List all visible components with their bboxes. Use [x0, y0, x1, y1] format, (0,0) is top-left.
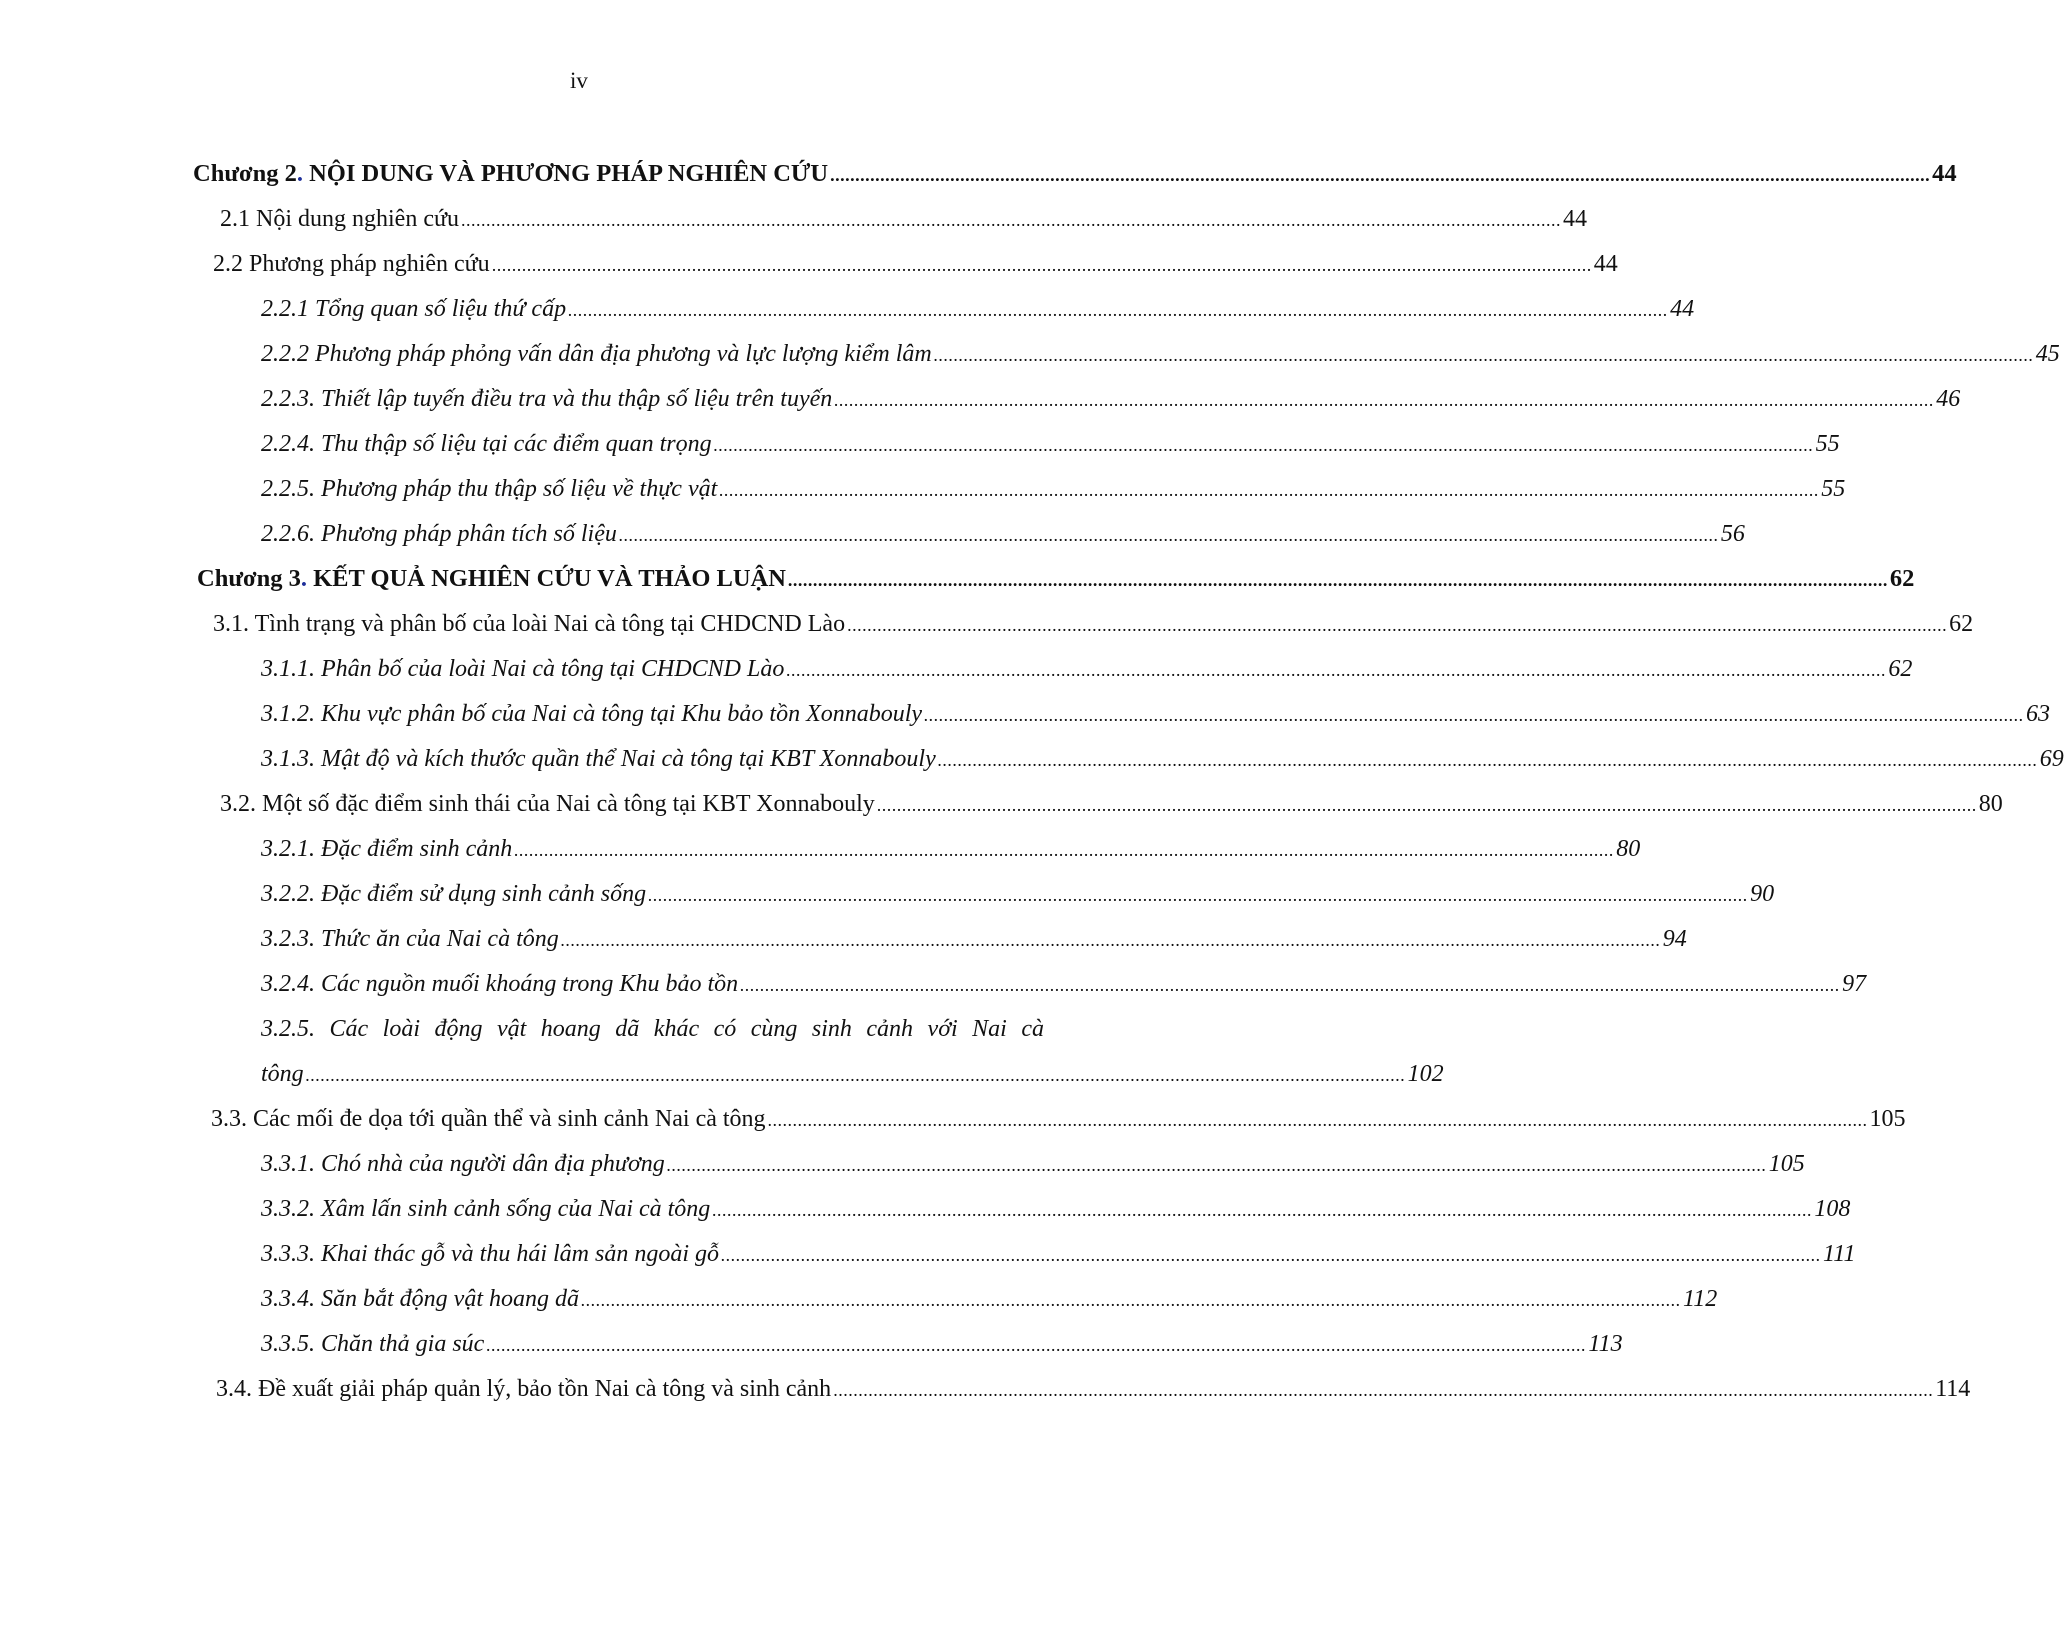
toc-entry-3-1-1[interactable] [261, 652, 1913, 686]
toc-page-number: 62 [1889, 565, 1915, 592]
toc-page-number: 102 [1407, 1061, 1444, 1087]
dot-leader: ............................................................................................................................................................................................................................ [740, 975, 1841, 995]
toc-entry-chapter-3[interactable] [197, 562, 1915, 596]
toc-entry-title: 3.4. Đề xuất giải pháp quản lý, bảo tồn Nai cà tông và sinh cảnh [216, 1376, 832, 1402]
dot-leader: ............................................................................................................................................................................................................................ [876, 795, 1977, 815]
toc-entry-3-3-3[interactable] [261, 1237, 1856, 1271]
toc-entry-title: 2.1 Nội dung nghiên cứu [220, 206, 459, 232]
dot-leader: ............................................................................................................................................................................................................................ [830, 165, 1931, 185]
toc-entry-2-2-4[interactable] [261, 427, 1840, 461]
dot-leader: ............................................................................................................................................................................................................................ [460, 210, 1561, 230]
dot-leader: ............................................................................................................................................................................................................................ [713, 435, 1814, 455]
toc-page-number: 113 [1588, 1331, 1623, 1357]
page-number: iv [570, 68, 588, 93]
toc-page-number: 105 [1869, 1106, 1906, 1132]
toc-entry-title: 3.1. Tình trạng và phân bố của loài Nai cà tông tại CHDCND Lào [213, 611, 846, 637]
toc-entry-title: 3.2. Một số đặc điểm sinh thái của Nai cà tông tại KBT Xonnabouly [220, 791, 875, 817]
toc-entry-3-2-1[interactable] [261, 832, 1641, 866]
toc-entry-title: 3.3.2. Xâm lấn sinh cảnh sống của Nai cà tông [261, 1196, 711, 1222]
toc-entry-2-2-5[interactable] [261, 472, 1846, 506]
dot-leader: ............................................................................................................................................................................................................................ [833, 1380, 1934, 1400]
toc-entry-chapter-2[interactable] [193, 157, 1957, 191]
dot-leader: ............................................................................................................................................................................................................................ [721, 1245, 1821, 1265]
toc-entry-title: 3.2.3. Thức ăn của Nai cà tông [261, 926, 559, 952]
dot-leader: ............................................................................................................................................................................................................................ [924, 705, 2025, 725]
dot-leader: ............................................................................................................................................................................................................................ [767, 1110, 1868, 1130]
dot-leader: ............................................................................................................................................................................................................................ [618, 525, 1719, 545]
toc-entry-2-2[interactable] [213, 247, 1618, 281]
toc-page-number: 105 [1768, 1151, 1805, 1177]
dot-leader: ............................................................................................................................................................................................................................ [568, 300, 1669, 320]
toc-entry-2-2-2[interactable] [261, 337, 2060, 371]
toc-entry-title: 3.3.5. Chăn thả gia súc [261, 1331, 485, 1357]
toc-page-number: 45 [2035, 341, 2060, 367]
toc-entry-2-2-6[interactable] [261, 517, 1745, 551]
dot-leader: ............................................................................................................................................................................................................................ [486, 1335, 1587, 1355]
dot-leader: ............................................................................................................................................................................................................................ [514, 840, 1615, 860]
dot-leader: ............................................................................................................................................................................................................................ [787, 570, 1888, 590]
toc-page-number: 62 [1949, 611, 1974, 637]
toc-entry-title: tông [261, 1061, 304, 1087]
toc-entry-title: 3.1.1. Phân bố của loài Nai cà tông tại CHDCND Lào [261, 656, 785, 682]
toc-entry-title: 2.2.2 Phương pháp phỏng vấn dân địa phương và lực lượng kiểm lâm [261, 341, 932, 367]
toc-page-number: 62 [1888, 656, 1913, 682]
toc-page-number: 111 [1823, 1241, 1856, 1267]
toc-page-number: 63 [2026, 701, 2051, 727]
toc-entry-title: 3.3.1. Chó nhà của người dân địa phương [261, 1151, 665, 1177]
toc-page-number: 80 [1978, 791, 2003, 817]
toc-entry-title: 2.2.6. Phương pháp phân tích số liệu [261, 521, 617, 547]
toc-entry-title: 3.3.3. Khai thác gỗ và thu hái lâm sản ngoài gỗ [261, 1241, 719, 1267]
dot-leader: ............................................................................................................................................................................................................................ [305, 1065, 1406, 1085]
toc-entry-title: Chương 2. NỘI DUNG VÀ PHƯƠNG PHÁP NGHIÊN CỨU [193, 160, 829, 187]
toc-entry-title: 2.2 Phương pháp nghiên cứu [213, 251, 490, 277]
toc-entry-3-3-1[interactable] [261, 1147, 1805, 1181]
toc-entry-title: 3.1.3. Mật độ và kích thước quần thể Nai cà tông tại KBT Xonnabouly [261, 746, 936, 772]
toc-entry-2-2-3[interactable] [261, 382, 1961, 416]
toc-page-number: 44 [1593, 251, 1618, 277]
dot-leader: ............................................................................................................................................................................................................................ [937, 750, 2038, 770]
toc-entry-title: 3.3. Các mối đe dọa tới quần thể và sinh cảnh Nai cà tông [211, 1106, 766, 1132]
toc-page-number: 114 [1935, 1376, 1971, 1402]
dot-leader: ............................................................................................................................................................................................................................ [933, 345, 2034, 365]
toc-entry-3-2-3[interactable] [261, 922, 1687, 956]
toc-entry-title: 3.2.2. Đặc điểm sử dụng sinh cảnh sống [261, 881, 647, 907]
toc-entry-title: 2.2.3. Thiết lập tuyến điều tra và thu thập số liệu trên tuyến [261, 386, 833, 412]
toc-entry-3-2-4[interactable] [261, 967, 1867, 1001]
toc-entry-title: 3.2.4. Các nguồn muối khoáng trong Khu bảo tồn [261, 971, 739, 997]
toc-entry-2-1[interactable] [220, 202, 1587, 236]
toc-page-number: 56 [1720, 521, 1745, 547]
toc-entry-title: 3.1.2. Khu vực phân bố của Nai cà tông tại Khu bảo tồn Xonnabouly [261, 701, 923, 727]
toc-entry-3-2-5-line1[interactable]: 3.2.5. Các loài động vật hoang dã khác có cùng sinh cảnh với Nai cà [261, 1016, 1044, 1042]
toc-entry-3-3-5[interactable] [261, 1327, 1623, 1361]
toc-page-number: 44 [1670, 296, 1695, 322]
dot-leader: ............................................................................................................................................................................................................................ [712, 1200, 1813, 1220]
toc-entry-3-2[interactable] [220, 787, 2003, 821]
toc-page-number: 112 [1683, 1286, 1718, 1312]
toc-page-number: 44 [1932, 160, 1957, 187]
toc-entry-3-4[interactable] [216, 1372, 1971, 1406]
toc-page-number: 69 [2039, 746, 2064, 772]
toc-entry-3-1-3[interactable] [261, 742, 2064, 776]
toc-page-number: 80 [1616, 836, 1641, 862]
toc-page-number: 55 [1815, 431, 1840, 457]
dot-leader: ............................................................................................................................................................................................................................ [786, 660, 1887, 680]
dot-leader: ............................................................................................................................................................................................................................ [834, 390, 1935, 410]
toc-entry-3-2-5[interactable] [261, 1057, 1444, 1091]
toc-entry-title: 3.2.1. Đặc điểm sinh cảnh [261, 836, 513, 862]
toc-entry-title: Chương 3. KẾT QUẢ NGHIÊN CỨU VÀ THẢO LUẬN [197, 565, 786, 592]
toc-entry-3-1[interactable] [213, 607, 1974, 641]
toc-entry-title: 3.3.4. Săn bắt động vật hoang dã [261, 1286, 579, 1312]
toc-entry-3-1-2[interactable] [261, 697, 2051, 731]
toc-entry-title: 2.2.5. Phương pháp thu thập số liệu về thực vật [261, 476, 718, 502]
dot-leader: ............................................................................................................................................................................................................................ [648, 885, 1749, 905]
dot-leader: ............................................................................................................................................................................................................................ [560, 930, 1661, 950]
toc-page-number: 55 [1821, 476, 1846, 502]
toc-entry-3-3-2[interactable] [261, 1192, 1851, 1226]
toc-entry-title: 2.2.1 Tổng quan số liệu thứ cấp [261, 296, 567, 322]
toc-page-number: 97 [1842, 971, 1867, 997]
dot-leader: ............................................................................................................................................................................................................................ [581, 1290, 1681, 1310]
toc-page-number: 90 [1750, 881, 1775, 907]
dot-leader: ............................................................................................................................................................................................................................ [719, 480, 1820, 500]
toc-entry-3-3[interactable] [211, 1102, 1906, 1136]
dot-leader: ............................................................................................................................................................................................................................ [491, 255, 1592, 275]
toc-page-number: 46 [1936, 386, 1961, 412]
toc-entry-title: 2.2.4. Thu thập số liệu tại các điểm quan trọng [261, 431, 712, 457]
toc-entry-3-3-4[interactable] [261, 1282, 1718, 1316]
dot-leader: ............................................................................................................................................................................................................................ [666, 1155, 1767, 1175]
toc-page-number: 108 [1814, 1196, 1851, 1222]
toc-entry-2-2-1[interactable] [261, 292, 1695, 326]
dot-leader: ............................................................................................................................................................................................................................ [847, 615, 1948, 635]
toc-page-number: 94 [1662, 926, 1687, 952]
toc-page-number: 44 [1562, 206, 1587, 232]
toc-entry-3-2-2[interactable] [261, 877, 1775, 911]
